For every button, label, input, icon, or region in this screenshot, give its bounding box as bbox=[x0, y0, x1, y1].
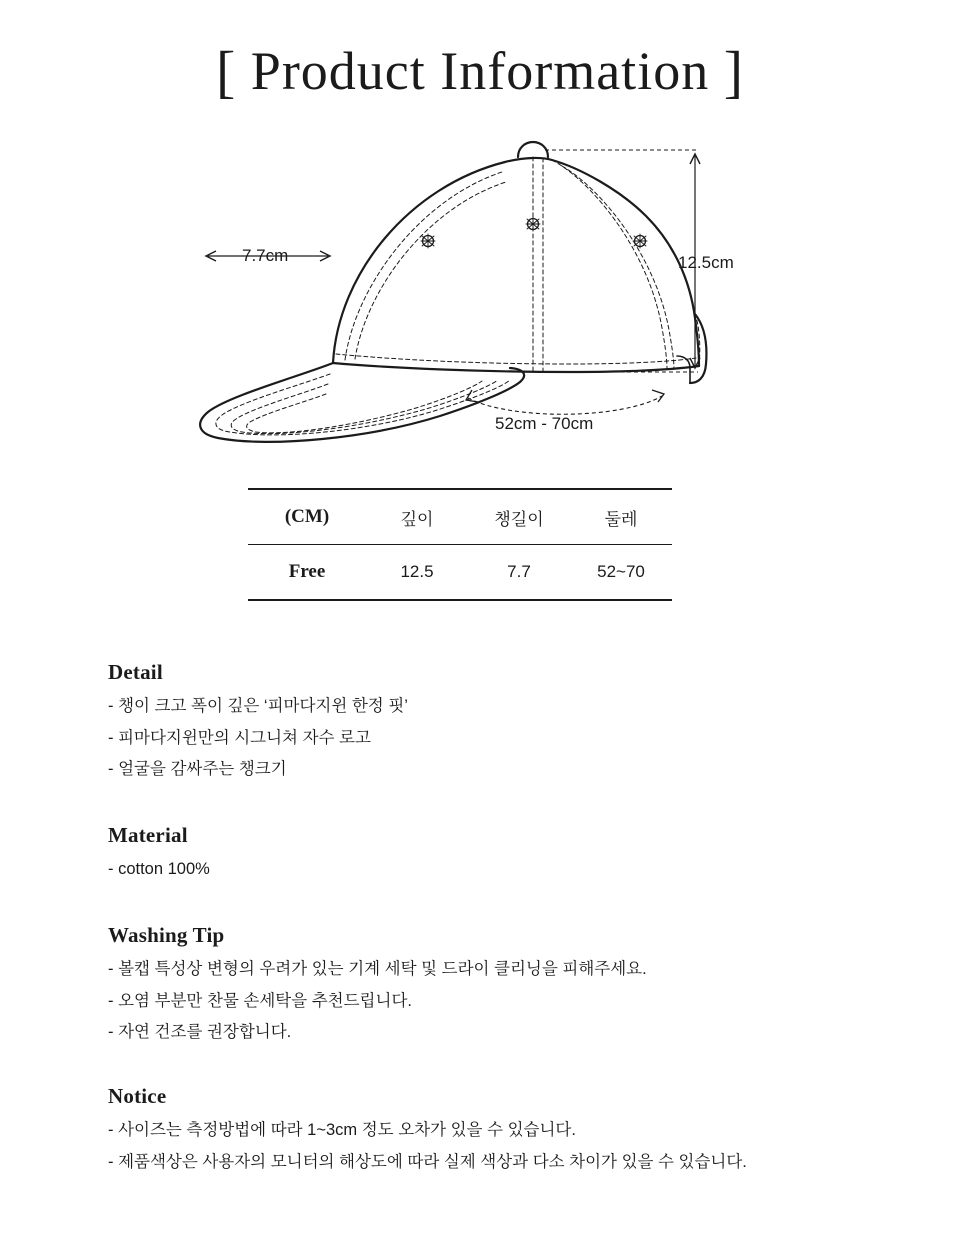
table-row bbox=[248, 545, 672, 601]
cap-measurement-diagram bbox=[150, 128, 810, 458]
section-notice-line-2: - 제품색상은 사용자의 모니터의 해상도에 따라 실제 색상과 다소 차이가 있을 수 있습니다. bbox=[108, 1152, 747, 1171]
section-washing-heading: Washing Tip bbox=[108, 922, 225, 947]
column-header-brim: 챙길이 bbox=[494, 509, 544, 529]
section-notice bbox=[108, 1084, 908, 1175]
title-open-bracket: [ bbox=[215, 39, 237, 104]
column-header-circumference: 둘레 bbox=[604, 509, 638, 529]
section-washing-line-3: - 자연 건조를 권장합니다. bbox=[108, 1023, 292, 1042]
section-washing-line-1: - 볼캡 특성상 변형의 우려가 있는 기계 세탁 및 드라이 클리닝을 피해주세요. bbox=[108, 959, 647, 978]
section-material-line-1: - cotton 100% bbox=[108, 860, 210, 879]
title-close-bracket: ] bbox=[723, 39, 745, 104]
cell-depth: 12.5 bbox=[400, 562, 434, 581]
page-title bbox=[0, 38, 960, 105]
cell-size-name: Free bbox=[288, 561, 326, 582]
section-notice-heading: Notice bbox=[108, 1084, 167, 1109]
column-header-unit: (CM) bbox=[284, 506, 330, 527]
section-washing-line-2: - 오염 부분만 찬물 손세탁을 추천드립니다. bbox=[108, 991, 412, 1010]
section-material-heading: Material bbox=[108, 823, 188, 848]
table-header-row bbox=[248, 489, 672, 545]
depth-label: 12.5cm bbox=[678, 253, 734, 272]
section-detail-line-3: - 얼굴을 감싸주는 챙크기 bbox=[108, 760, 287, 779]
column-header-depth: 깊이 bbox=[400, 509, 434, 529]
size-spec-table bbox=[248, 488, 672, 601]
brim-length-label: 7.7cm bbox=[242, 246, 289, 265]
info-sections bbox=[108, 660, 908, 1180]
section-detail-heading: Detail bbox=[108, 660, 163, 684]
title-text: Product Information bbox=[250, 41, 710, 101]
section-notice-line-1: - 사이즈는 측정방법에 따라 1~3cm 정도 오차가 있을 수 있습니다. bbox=[108, 1121, 576, 1140]
section-detail-line-2: - 피마다지윈만의 시그니쳐 자수 로고 bbox=[108, 728, 371, 747]
circumference-label: 52cm - 70cm bbox=[495, 414, 594, 433]
cell-circumference: 52~70 bbox=[597, 562, 645, 581]
section-detail bbox=[108, 660, 908, 783]
cell-brim: 7.7 bbox=[507, 562, 531, 581]
section-detail-line-1: - 챙이 크고 폭이 깊은 ‘피마다지윈 한정 핏’ bbox=[108, 697, 408, 715]
section-washing-tip bbox=[108, 923, 908, 1046]
cap-drawing-svg bbox=[150, 128, 810, 458]
section-material bbox=[108, 823, 908, 883]
